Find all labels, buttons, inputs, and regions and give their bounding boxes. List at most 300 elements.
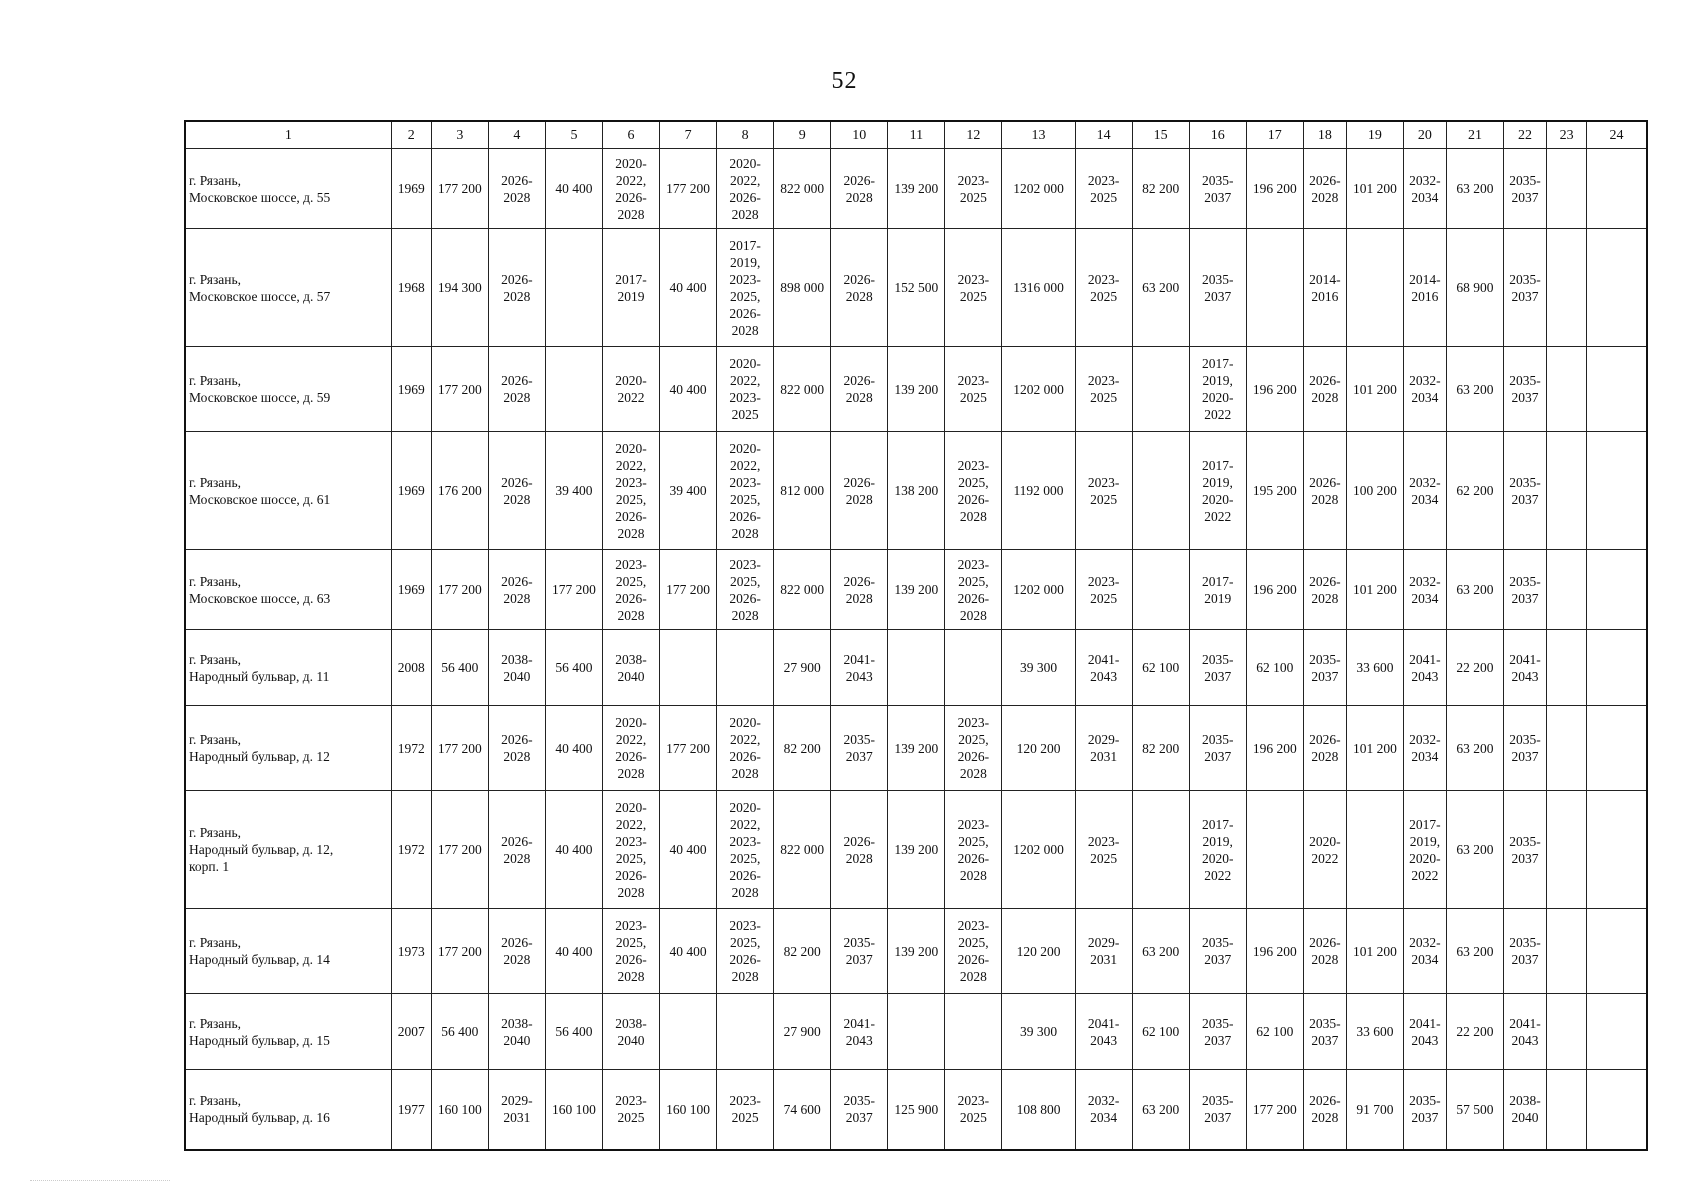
data-cell-col-7: 40 400 [660, 909, 717, 994]
data-cell-col-23 [1547, 229, 1587, 347]
data-cell-col-21: 22 200 [1446, 994, 1503, 1070]
data-cell-col-21: 22 200 [1446, 630, 1503, 706]
data-cell-col-9: 822 000 [774, 149, 831, 229]
address-cell: г. Рязань, Народный бульвар, д. 12, корп. 1 [185, 791, 391, 909]
data-cell-col-15 [1132, 347, 1189, 432]
data-cell-col-18: 2014- 2016 [1303, 229, 1346, 347]
data-cell-col-7: 177 200 [660, 706, 717, 791]
address-cell: г. Рязань, Московское шоссе, д. 61 [185, 432, 391, 550]
data-cell-col-4: 2026- 2028 [488, 347, 545, 432]
data-cell-col-11: 139 200 [888, 550, 945, 630]
data-cell-col-16: 2017- 2019, 2020- 2022 [1189, 347, 1246, 432]
data-cell-col-20: 2032- 2034 [1403, 149, 1446, 229]
table-row [185, 550, 1647, 630]
data-cell-col-9: 82 200 [774, 706, 831, 791]
data-cell-col-18: 2026- 2028 [1303, 550, 1346, 630]
data-cell-col-11: 152 500 [888, 229, 945, 347]
address-cell: г. Рязань, Московское шоссе, д. 63 [185, 550, 391, 630]
data-cell-col-6: 2023- 2025, 2026- 2028 [603, 550, 660, 630]
data-cell-col-23 [1547, 994, 1587, 1070]
column-header-9: 9 [774, 121, 831, 149]
data-cell-col-23 [1547, 706, 1587, 791]
data-cell-col-4: 2026- 2028 [488, 791, 545, 909]
data-cell-col-18: 2026- 2028 [1303, 1070, 1346, 1150]
data-cell-col-3: 177 200 [431, 791, 488, 909]
data-cell-col-9: 822 000 [774, 550, 831, 630]
page-number: 52 [831, 68, 858, 94]
data-cell-col-12: 2023- 2025 [945, 347, 1002, 432]
data-cell-col-13: 1202 000 [1002, 791, 1075, 909]
data-cell-col-17 [1246, 791, 1303, 909]
data-cell-col-19: 33 600 [1346, 630, 1403, 706]
data-cell-col-10: 2026- 2028 [831, 432, 888, 550]
column-header-20: 20 [1403, 121, 1446, 149]
column-header-24: 24 [1587, 121, 1647, 149]
column-header-23: 23 [1547, 121, 1587, 149]
data-cell-col-11: 139 200 [888, 791, 945, 909]
data-cell-col-24 [1587, 432, 1647, 550]
data-cell-col-23 [1547, 791, 1587, 909]
data-cell-col-10: 2041- 2043 [831, 994, 888, 1070]
data-cell-col-15: 63 200 [1132, 1070, 1189, 1150]
data-cell-col-14: 2041- 2043 [1075, 630, 1132, 706]
data-cell-col-5: 177 200 [545, 550, 602, 630]
data-cell-col-9: 27 900 [774, 630, 831, 706]
data-cell-col-21: 57 500 [1446, 1070, 1503, 1150]
data-cell-col-2: 1973 [391, 909, 431, 994]
data-cell-col-19: 91 700 [1346, 1070, 1403, 1150]
data-cell-col-8 [717, 630, 774, 706]
data-cell-col-13: 1202 000 [1002, 347, 1075, 432]
data-cell-col-18: 2035- 2037 [1303, 630, 1346, 706]
data-cell-col-13: 1202 000 [1002, 550, 1075, 630]
data-cell-col-18: 2035- 2037 [1303, 994, 1346, 1070]
data-cell-col-6: 2020- 2022, 2026- 2028 [603, 149, 660, 229]
data-cell-col-22: 2035- 2037 [1504, 791, 1547, 909]
data-cell-col-4: 2038- 2040 [488, 994, 545, 1070]
data-cell-col-19: 101 200 [1346, 706, 1403, 791]
data-cell-col-7: 40 400 [660, 791, 717, 909]
data-cell-col-19: 33 600 [1346, 994, 1403, 1070]
data-cell-col-4: 2026- 2028 [488, 706, 545, 791]
data-cell-col-12: 2023- 2025 [945, 229, 1002, 347]
data-cell-col-2: 2008 [391, 630, 431, 706]
data-cell-col-13: 120 200 [1002, 909, 1075, 994]
data-cell-col-9: 822 000 [774, 347, 831, 432]
data-cell-col-18: 2026- 2028 [1303, 432, 1346, 550]
data-cell-col-6: 2017- 2019 [603, 229, 660, 347]
table-row [185, 706, 1647, 791]
data-cell-col-15: 63 200 [1132, 229, 1189, 347]
data-cell-col-8: 2023- 2025, 2026- 2028 [717, 909, 774, 994]
data-cell-col-8: 2020- 2022, 2026- 2028 [717, 706, 774, 791]
header-row [185, 121, 1647, 149]
data-cell-col-2: 1968 [391, 229, 431, 347]
data-cell-col-11: 138 200 [888, 432, 945, 550]
data-cell-col-16: 2035- 2037 [1189, 1070, 1246, 1150]
data-cell-col-6: 2038- 2040 [603, 994, 660, 1070]
data-cell-col-5 [545, 347, 602, 432]
address-cell: г. Рязань, Народный бульвар, д. 15 [185, 994, 391, 1070]
data-cell-col-23 [1547, 630, 1587, 706]
data-cell-col-19: 100 200 [1346, 432, 1403, 550]
data-cell-col-16: 2035- 2037 [1189, 994, 1246, 1070]
data-cell-col-7: 160 100 [660, 1070, 717, 1150]
data-cell-col-4: 2026- 2028 [488, 229, 545, 347]
data-cell-col-7: 177 200 [660, 149, 717, 229]
data-cell-col-23 [1547, 550, 1587, 630]
data-cell-col-15: 82 200 [1132, 706, 1189, 791]
data-cell-col-21: 63 200 [1446, 347, 1503, 432]
data-cell-col-10: 2041- 2043 [831, 630, 888, 706]
data-cell-col-11: 139 200 [888, 347, 945, 432]
data-cell-col-21: 63 200 [1446, 791, 1503, 909]
data-cell-col-15 [1132, 791, 1189, 909]
data-cell-col-22: 2035- 2037 [1504, 229, 1547, 347]
data-cell-col-17: 196 200 [1246, 149, 1303, 229]
data-cell-col-12: 2023- 2025, 2026- 2028 [945, 909, 1002, 994]
column-header-17: 17 [1246, 121, 1303, 149]
data-cell-col-2: 1972 [391, 791, 431, 909]
data-cell-col-21: 63 200 [1446, 909, 1503, 994]
address-cell: г. Рязань, Народный бульвар, д. 16 [185, 1070, 391, 1150]
table-row [185, 791, 1647, 909]
data-cell-col-18: 2026- 2028 [1303, 909, 1346, 994]
data-cell-col-21: 63 200 [1446, 550, 1503, 630]
data-cell-col-2: 1977 [391, 1070, 431, 1150]
data-cell-col-15 [1132, 550, 1189, 630]
column-header-6: 6 [603, 121, 660, 149]
address-cell: г. Рязань, Московское шоссе, д. 57 [185, 229, 391, 347]
data-cell-col-14: 2032- 2034 [1075, 1070, 1132, 1150]
data-cell-col-19: 101 200 [1346, 347, 1403, 432]
data-cell-col-19: 101 200 [1346, 909, 1403, 994]
column-header-1: 1 [185, 121, 391, 149]
data-cell-col-17: 196 200 [1246, 909, 1303, 994]
data-cell-col-3: 176 200 [431, 432, 488, 550]
column-header-16: 16 [1189, 121, 1246, 149]
table-row [185, 994, 1647, 1070]
data-cell-col-19: 101 200 [1346, 149, 1403, 229]
data-cell-col-18: 2020- 2022 [1303, 791, 1346, 909]
data-cell-col-2: 1969 [391, 432, 431, 550]
data-cell-col-24 [1587, 706, 1647, 791]
data-cell-col-6: 2038- 2040 [603, 630, 660, 706]
column-header-4: 4 [488, 121, 545, 149]
column-header-22: 22 [1504, 121, 1547, 149]
data-cell-col-9: 82 200 [774, 909, 831, 994]
data-cell-col-24 [1587, 909, 1647, 994]
repair-schedule-table [184, 120, 1648, 1151]
data-cell-col-17: 62 100 [1246, 994, 1303, 1070]
data-cell-col-9: 822 000 [774, 791, 831, 909]
data-cell-col-3: 177 200 [431, 550, 488, 630]
address-cell: г. Рязань, Народный бульвар, д. 11 [185, 630, 391, 706]
data-cell-col-4: 2026- 2028 [488, 149, 545, 229]
data-cell-col-20: 2032- 2034 [1403, 432, 1446, 550]
data-cell-col-16: 2035- 2037 [1189, 229, 1246, 347]
data-cell-col-4: 2026- 2028 [488, 432, 545, 550]
data-cell-col-24 [1587, 347, 1647, 432]
data-cell-col-15: 82 200 [1132, 149, 1189, 229]
column-header-10: 10 [831, 121, 888, 149]
column-header-12: 12 [945, 121, 1002, 149]
data-cell-col-3: 56 400 [431, 994, 488, 1070]
data-cell-col-8: 2020- 2022, 2023- 2025, 2026- 2028 [717, 432, 774, 550]
data-cell-col-13: 39 300 [1002, 630, 1075, 706]
data-cell-col-12: 2023- 2025, 2026- 2028 [945, 791, 1002, 909]
data-cell-col-10: 2026- 2028 [831, 347, 888, 432]
data-cell-col-14: 2023- 2025 [1075, 149, 1132, 229]
data-cell-col-5: 56 400 [545, 630, 602, 706]
data-cell-col-20: 2041- 2043 [1403, 994, 1446, 1070]
data-cell-col-22: 2041- 2043 [1504, 994, 1547, 1070]
address-cell: г. Рязань, Народный бульвар, д. 14 [185, 909, 391, 994]
data-cell-col-10: 2026- 2028 [831, 550, 888, 630]
data-cell-col-8: 2020- 2022, 2023- 2025 [717, 347, 774, 432]
data-cell-col-17: 195 200 [1246, 432, 1303, 550]
data-cell-col-20: 2014- 2016 [1403, 229, 1446, 347]
data-cell-col-6: 2020- 2022, 2023- 2025, 2026- 2028 [603, 432, 660, 550]
column-header-8: 8 [717, 121, 774, 149]
data-cell-col-14: 2041- 2043 [1075, 994, 1132, 1070]
data-cell-col-11 [888, 994, 945, 1070]
data-cell-col-14: 2023- 2025 [1075, 791, 1132, 909]
data-cell-col-4: 2038- 2040 [488, 630, 545, 706]
data-cell-col-16: 2017- 2019, 2020- 2022 [1189, 432, 1246, 550]
data-cell-col-2: 1969 [391, 347, 431, 432]
data-cell-col-7 [660, 994, 717, 1070]
data-cell-col-3: 194 300 [431, 229, 488, 347]
data-cell-col-24 [1587, 149, 1647, 229]
data-cell-col-11: 139 200 [888, 706, 945, 791]
data-cell-col-14: 2023- 2025 [1075, 229, 1132, 347]
data-cell-col-24 [1587, 1070, 1647, 1150]
data-cell-col-19 [1346, 229, 1403, 347]
data-cell-col-17: 196 200 [1246, 347, 1303, 432]
data-cell-col-22: 2035- 2037 [1504, 550, 1547, 630]
data-cell-col-12 [945, 994, 1002, 1070]
data-cell-col-7 [660, 630, 717, 706]
data-cell-col-14: 2023- 2025 [1075, 432, 1132, 550]
data-cell-col-7: 40 400 [660, 229, 717, 347]
data-cell-col-17 [1246, 229, 1303, 347]
data-cell-col-16: 2035- 2037 [1189, 149, 1246, 229]
data-cell-col-23 [1547, 432, 1587, 550]
column-header-7: 7 [660, 121, 717, 149]
data-cell-col-22: 2035- 2037 [1504, 909, 1547, 994]
data-cell-col-16: 2035- 2037 [1189, 706, 1246, 791]
data-cell-col-17: 177 200 [1246, 1070, 1303, 1150]
data-cell-col-22: 2035- 2037 [1504, 347, 1547, 432]
data-cell-col-6: 2023- 2025 [603, 1070, 660, 1150]
data-cell-col-12: 2023- 2025, 2026- 2028 [945, 550, 1002, 630]
data-cell-col-19: 101 200 [1346, 550, 1403, 630]
table-row [185, 1070, 1647, 1150]
data-cell-col-2: 1969 [391, 149, 431, 229]
column-header-13: 13 [1002, 121, 1075, 149]
table-row [185, 229, 1647, 347]
address-cell: г. Рязань, Московское шоссе, д. 55 [185, 149, 391, 229]
address-cell: г. Рязань, Московское шоссе, д. 59 [185, 347, 391, 432]
data-cell-col-23 [1547, 347, 1587, 432]
data-cell-col-22: 2038- 2040 [1504, 1070, 1547, 1150]
data-cell-col-15: 63 200 [1132, 909, 1189, 994]
data-cell-col-7: 40 400 [660, 347, 717, 432]
data-cell-col-4: 2026- 2028 [488, 909, 545, 994]
data-cell-col-14: 2023- 2025 [1075, 347, 1132, 432]
data-cell-col-17: 196 200 [1246, 550, 1303, 630]
data-cell-col-21: 62 200 [1446, 432, 1503, 550]
data-cell-col-8: 2023- 2025 [717, 1070, 774, 1150]
data-cell-col-9: 812 000 [774, 432, 831, 550]
table-row [185, 432, 1647, 550]
column-header-19: 19 [1346, 121, 1403, 149]
data-cell-col-12: 2023- 2025 [945, 1070, 1002, 1150]
data-cell-col-3: 177 200 [431, 909, 488, 994]
data-cell-col-23 [1547, 149, 1587, 229]
data-cell-col-20: 2032- 2034 [1403, 909, 1446, 994]
column-header-11: 11 [888, 121, 945, 149]
data-cell-col-8: 2020- 2022, 2026- 2028 [717, 149, 774, 229]
column-header-5: 5 [545, 121, 602, 149]
data-cell-col-6: 2020- 2022, 2023- 2025, 2026- 2028 [603, 791, 660, 909]
data-cell-col-16: 2035- 2037 [1189, 909, 1246, 994]
data-cell-col-23 [1547, 909, 1587, 994]
data-cell-col-2: 1969 [391, 550, 431, 630]
data-cell-col-3: 177 200 [431, 347, 488, 432]
data-cell-col-23 [1547, 1070, 1587, 1150]
data-cell-col-3: 177 200 [431, 149, 488, 229]
data-cell-col-24 [1587, 791, 1647, 909]
data-cell-col-11: 139 200 [888, 149, 945, 229]
data-cell-col-24 [1587, 630, 1647, 706]
data-cell-col-21: 63 200 [1446, 149, 1503, 229]
data-cell-col-20: 2035- 2037 [1403, 1070, 1446, 1150]
data-cell-col-21: 68 900 [1446, 229, 1503, 347]
data-cell-col-14: 2023- 2025 [1075, 550, 1132, 630]
data-cell-col-11: 125 900 [888, 1070, 945, 1150]
data-cell-col-12: 2023- 2025 [945, 149, 1002, 229]
table-row [185, 909, 1647, 994]
data-cell-col-15: 62 100 [1132, 994, 1189, 1070]
data-cell-col-13: 1316 000 [1002, 229, 1075, 347]
data-cell-col-4: 2026- 2028 [488, 550, 545, 630]
data-cell-col-7: 39 400 [660, 432, 717, 550]
scan-artifact [30, 1180, 170, 1184]
data-cell-col-14: 2029- 2031 [1075, 909, 1132, 994]
data-cell-col-8: 2020- 2022, 2023- 2025, 2026- 2028 [717, 791, 774, 909]
data-cell-col-18: 2026- 2028 [1303, 706, 1346, 791]
column-header-15: 15 [1132, 121, 1189, 149]
data-cell-col-14: 2029- 2031 [1075, 706, 1132, 791]
data-cell-col-20: 2032- 2034 [1403, 706, 1446, 791]
data-cell-col-18: 2026- 2028 [1303, 347, 1346, 432]
data-cell-col-8: 2017- 2019, 2023- 2025, 2026- 2028 [717, 229, 774, 347]
data-cell-col-10: 2035- 2037 [831, 909, 888, 994]
data-cell-col-9: 27 900 [774, 994, 831, 1070]
data-cell-col-22: 2035- 2037 [1504, 432, 1547, 550]
data-cell-col-6: 2020- 2022, 2026- 2028 [603, 706, 660, 791]
data-cell-col-19 [1346, 791, 1403, 909]
data-cell-col-16: 2017- 2019 [1189, 550, 1246, 630]
data-cell-col-21: 63 200 [1446, 706, 1503, 791]
data-cell-col-16: 2035- 2037 [1189, 630, 1246, 706]
data-cell-col-11 [888, 630, 945, 706]
data-cell-col-17: 196 200 [1246, 706, 1303, 791]
data-cell-col-6: 2020- 2022 [603, 347, 660, 432]
data-cell-col-5: 160 100 [545, 1070, 602, 1150]
data-cell-col-13: 120 200 [1002, 706, 1075, 791]
column-header-3: 3 [431, 121, 488, 149]
data-cell-col-16: 2017- 2019, 2020- 2022 [1189, 791, 1246, 909]
data-cell-col-5: 40 400 [545, 706, 602, 791]
data-cell-col-22: 2041- 2043 [1504, 630, 1547, 706]
data-cell-col-24 [1587, 550, 1647, 630]
data-cell-col-18: 2026- 2028 [1303, 149, 1346, 229]
data-cell-col-9: 74 600 [774, 1070, 831, 1150]
data-cell-col-13: 108 800 [1002, 1070, 1075, 1150]
data-cell-col-22: 2035- 2037 [1504, 706, 1547, 791]
table-row [185, 149, 1647, 229]
column-header-2: 2 [391, 121, 431, 149]
data-cell-col-12 [945, 630, 1002, 706]
data-cell-col-13: 39 300 [1002, 994, 1075, 1070]
address-cell: г. Рязань, Народный бульвар, д. 12 [185, 706, 391, 791]
data-cell-col-5 [545, 229, 602, 347]
data-cell-col-20: 2041- 2043 [1403, 630, 1446, 706]
data-cell-col-22: 2035- 2037 [1504, 149, 1547, 229]
data-cell-col-20: 2032- 2034 [1403, 347, 1446, 432]
data-cell-col-8 [717, 994, 774, 1070]
data-cell-col-15 [1132, 432, 1189, 550]
data-cell-col-20: 2017- 2019, 2020- 2022 [1403, 791, 1446, 909]
data-cell-col-6: 2023- 2025, 2026- 2028 [603, 909, 660, 994]
data-cell-col-3: 160 100 [431, 1070, 488, 1150]
data-cell-col-2: 1972 [391, 706, 431, 791]
data-cell-col-13: 1192 000 [1002, 432, 1075, 550]
data-cell-col-13: 1202 000 [1002, 149, 1075, 229]
data-cell-col-5: 40 400 [545, 149, 602, 229]
data-cell-col-5: 40 400 [545, 791, 602, 909]
table-row [185, 630, 1647, 706]
table-row [185, 347, 1647, 432]
data-cell-col-9: 898 000 [774, 229, 831, 347]
data-cell-col-20: 2032- 2034 [1403, 550, 1446, 630]
data-cell-col-8: 2023- 2025, 2026- 2028 [717, 550, 774, 630]
data-cell-col-3: 177 200 [431, 706, 488, 791]
data-cell-col-4: 2029- 2031 [488, 1070, 545, 1150]
data-cell-col-10: 2035- 2037 [831, 706, 888, 791]
column-header-18: 18 [1303, 121, 1346, 149]
data-cell-col-10: 2026- 2028 [831, 229, 888, 347]
data-cell-col-12: 2023- 2025, 2026- 2028 [945, 706, 1002, 791]
data-cell-col-5: 40 400 [545, 909, 602, 994]
data-cell-col-3: 56 400 [431, 630, 488, 706]
column-header-14: 14 [1075, 121, 1132, 149]
table-container [184, 120, 1648, 1151]
data-cell-col-10: 2035- 2037 [831, 1070, 888, 1150]
data-cell-col-7: 177 200 [660, 550, 717, 630]
data-cell-col-15: 62 100 [1132, 630, 1189, 706]
data-cell-col-10: 2026- 2028 [831, 791, 888, 909]
data-cell-col-5: 56 400 [545, 994, 602, 1070]
data-cell-col-24 [1587, 229, 1647, 347]
data-cell-col-5: 39 400 [545, 432, 602, 550]
column-header-21: 21 [1446, 121, 1503, 149]
data-cell-col-24 [1587, 994, 1647, 1070]
table-body [185, 149, 1647, 1150]
